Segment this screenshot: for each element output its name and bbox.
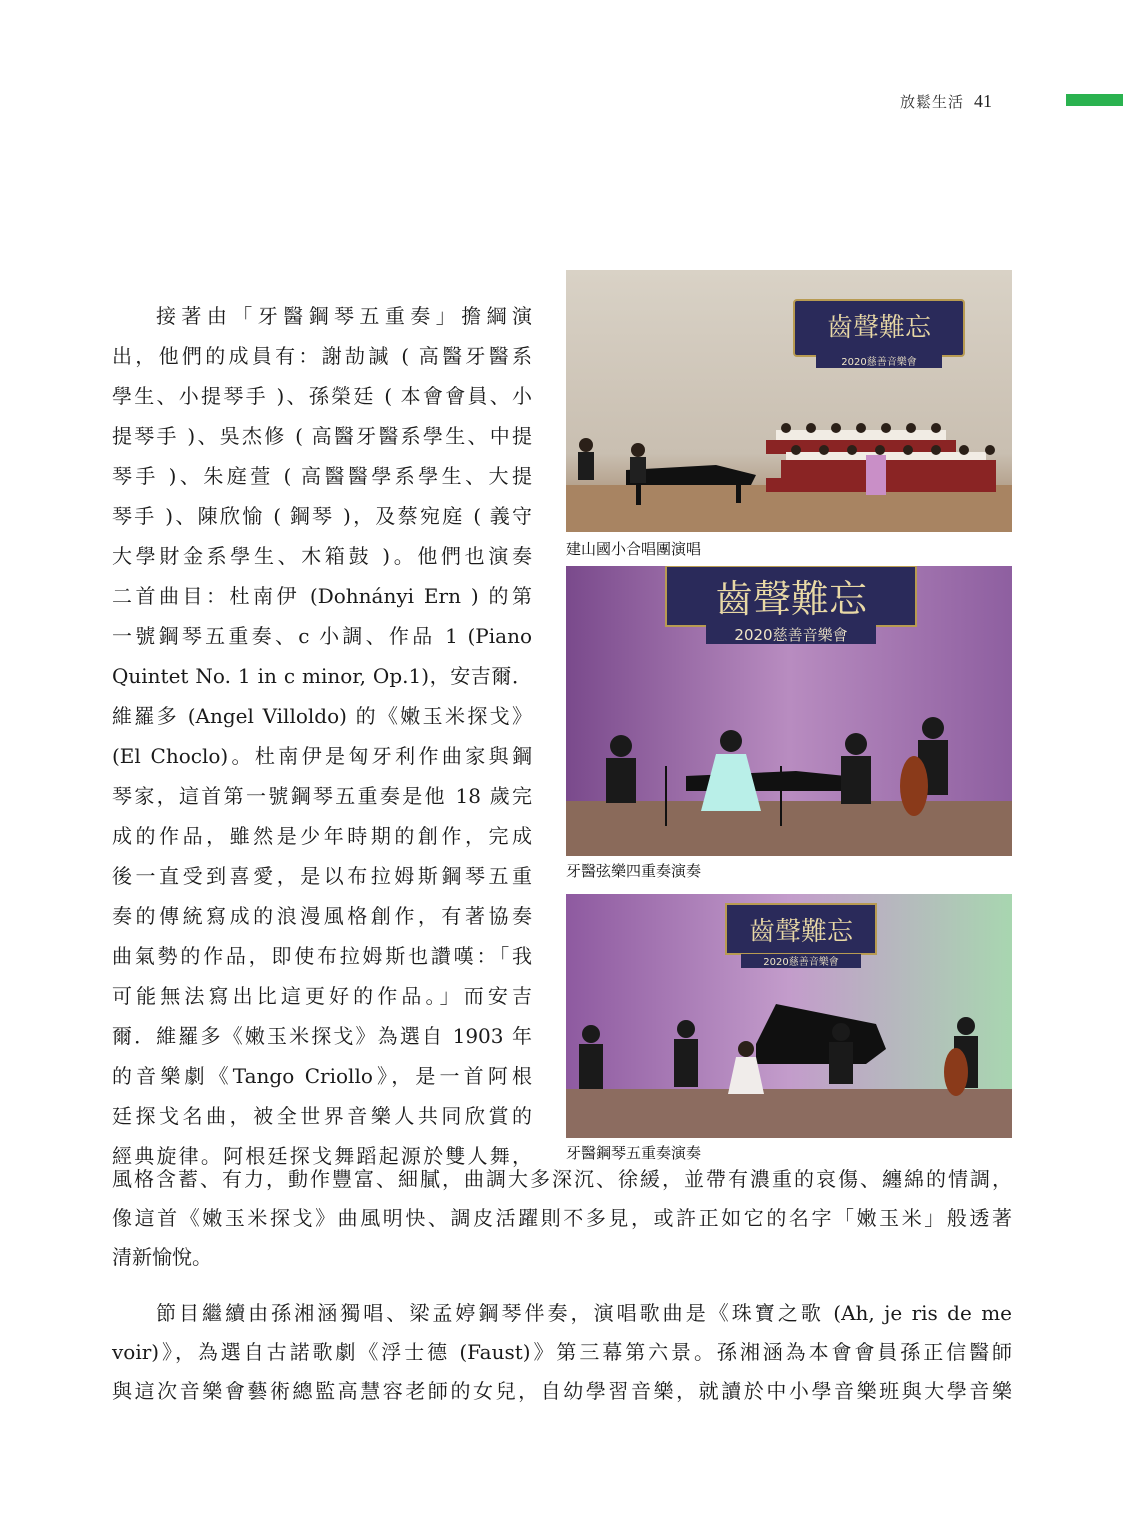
photo-caption: 牙醫弦樂四重奏演奏 bbox=[566, 862, 702, 880]
text-line: 的音樂劇《Tango Criollo》，是一首阿根 bbox=[112, 1064, 532, 1088]
banner-text: 齒聲難忘 bbox=[826, 313, 932, 343]
banner-text: 齒聲難忘 bbox=[714, 577, 868, 621]
text-line: Quintet No. 1 in c minor, Op.1)，安吉爾． bbox=[112, 664, 532, 688]
text-line: 琴手 )、朱庭萱 ( 高醫醫學系學生、大提 bbox=[112, 464, 532, 488]
banner-text: 齒聲難忘 bbox=[748, 917, 854, 947]
text-line: 學生、小提琴手 )、孫榮廷 ( 本會會員、小 bbox=[112, 384, 532, 408]
text-line: 琴手 )、陳欣愉 ( 鋼琴 )，及蔡宛庭 ( 義守 bbox=[112, 504, 532, 528]
text-line: 出，他們的成員有：謝劼諴 ( 高醫牙醫系 bbox=[112, 344, 532, 368]
banner-subtitle: 2020慈善音樂會 bbox=[763, 957, 839, 968]
text-line: 成的作品，雖然是少年時期的創作，完成 bbox=[112, 824, 532, 848]
banner-subtitle: 2020慈善音樂會 bbox=[734, 626, 848, 644]
section-name: 放鬆生活 bbox=[900, 92, 965, 111]
text-line: voir)》，為選自古諾歌劇《浮士德 (Faust)》第三幕第六景。孫湘涵為本會會員孫正信醫師 bbox=[112, 1340, 1012, 1364]
text-line: 像這首《嫩玉米探戈》曲風明快、調皮活躍則不多見，或許正如它的名字「嫩玉米」般透著 bbox=[112, 1206, 1012, 1230]
text-line: 大學財金系學生、木箱鼓 )。他們也演奏 bbox=[112, 544, 532, 568]
string-quartet-photo bbox=[566, 566, 1012, 856]
text-line: 奏的傳統寫成的浪漫風格創作，有著協奏 bbox=[112, 904, 532, 928]
article-paragraph-2 bbox=[112, 1294, 1012, 1411]
article-continued bbox=[112, 1160, 1012, 1277]
text-line: 與這次音樂會藝術總監高慧容老師的女兒，自幼學習音樂，就讀於中小學音樂班與大學音樂 bbox=[112, 1379, 1012, 1403]
banner-subtitle: 2020慈善音樂會 bbox=[841, 357, 917, 368]
text-line: 二首曲目：杜南伊 (Dohnányi Ern ) 的第 bbox=[112, 584, 532, 608]
photo-caption: 建山國小合唱團演唱 bbox=[566, 540, 702, 558]
text-line: (El Choclo)。杜南伊是匈牙利作曲家與鋼 bbox=[112, 744, 532, 768]
piano-quintet-photo bbox=[566, 894, 1012, 1138]
running-header bbox=[900, 88, 992, 114]
article-column bbox=[112, 296, 532, 1176]
text-line: 一號鋼琴五重奏、c 小調、作品 1 (Piano bbox=[112, 624, 532, 648]
text-line: 琴家，這首第一號鋼琴五重奏是他 18 歲完 bbox=[112, 784, 532, 808]
choir-photo bbox=[566, 270, 1012, 532]
text-line: 節目繼續由孫湘涵獨唱、梁孟婷鋼琴伴奏，演唱歌曲是《珠寶之歌 (Ah, je ris de me bbox=[156, 1301, 1012, 1325]
photo-caption: 牙醫鋼琴五重奏演奏 bbox=[566, 1144, 702, 1162]
text-line: 廷探戈名曲，被全世界音樂人共同欣賞的 bbox=[112, 1104, 532, 1128]
text-line: 經典旋律。阿根廷探戈舞蹈起源於雙人舞， bbox=[112, 1144, 532, 1168]
text-line: 曲氣勢的作品，即使布拉姆斯也讚嘆：「我 bbox=[112, 944, 532, 968]
text-line: 清新愉悅。 bbox=[112, 1245, 212, 1269]
text-line: 後一直受到喜愛，是以布拉姆斯鋼琴五重 bbox=[112, 864, 532, 888]
page-number: 41 bbox=[974, 90, 993, 111]
text-line: 維羅多 (Angel Villoldo) 的《嫩玉米探戈》 bbox=[112, 704, 532, 728]
text-line: 提琴手 )、吳杰修 ( 高醫牙醫系學生、中提 bbox=[112, 424, 532, 448]
text-line: 爾．維羅多《嫩玉米探戈》為選自 1903 年 bbox=[112, 1024, 532, 1048]
text-line: 風格含蓄、有力，動作豐富、細膩，曲調大多深沉、徐緩，並帶有濃重的哀傷、纏綿的情調， bbox=[112, 1167, 1012, 1191]
text-line: 可能無法寫出比這更好的作品。」而安吉 bbox=[112, 984, 532, 1008]
section-color-bar bbox=[1066, 94, 1123, 106]
text-line: 接著由「牙醫鋼琴五重奏」擔綱演 bbox=[156, 304, 532, 328]
